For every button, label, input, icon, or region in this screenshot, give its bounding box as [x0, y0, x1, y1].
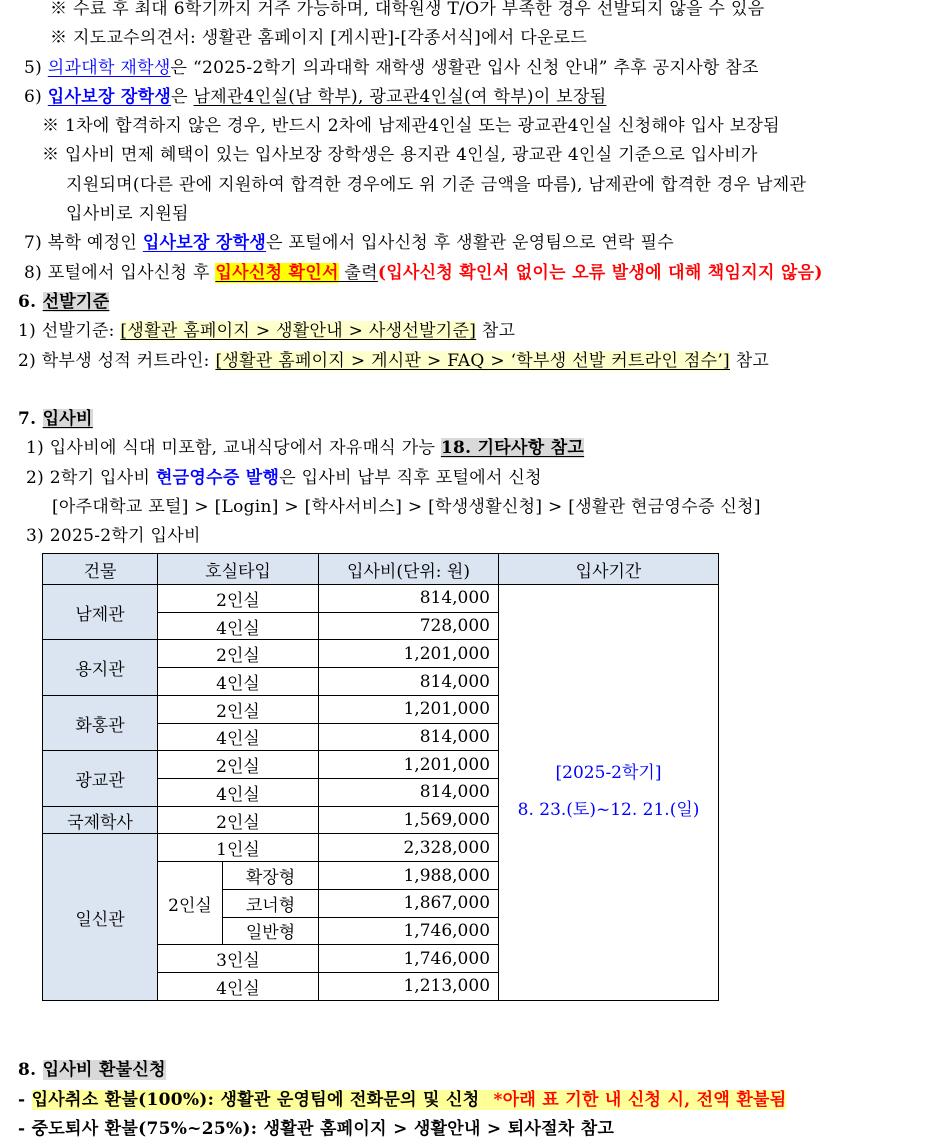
section-8-heading	[0, 1056, 930, 1086]
header-fee: 입사비(단위: 원)	[319, 554, 499, 585]
item-7-text: 은 포털에서 입사신청 후 생활관 운영팀으로 연락 필수	[266, 233, 674, 254]
header-room-type: 호실타입	[158, 554, 319, 585]
fee-cell: 1,201,000	[319, 751, 499, 779]
section-7-item-3	[0, 522, 930, 551]
fee-cell: 1,201,000	[319, 695, 499, 723]
building-cell: 일신관	[43, 834, 158, 1000]
fee-cell: 1,569,000	[319, 806, 499, 834]
item-2-prefix: 2학기 입사비	[49, 467, 151, 488]
fee-cell: 1,213,000	[319, 973, 499, 1001]
item-6-note-1: ※ 1차에 합격하지 않은 경우, 반드시 2차에 남제관4인실 또는 광교관4인실 신청해야 입사 보장됨	[42, 116, 780, 137]
building-cell: 화홍관	[43, 695, 158, 750]
header-period: 입사기간	[499, 554, 719, 585]
meal-info-text: 입사비에 식대 미포함, 교내식당에서 자유매식 가능	[49, 438, 436, 459]
item-number: 8)	[24, 262, 43, 283]
item-number: 1)	[26, 438, 45, 459]
section-7-item-2	[0, 464, 930, 493]
fee-cell: 1,988,000	[319, 862, 499, 890]
fee-cell: 814,000	[319, 585, 499, 613]
section-number: 6.	[18, 291, 37, 312]
room-type-cell: 2인실	[158, 862, 223, 945]
section-number: 7.	[18, 409, 37, 430]
building-cell: 남제관	[43, 585, 158, 640]
guaranteed-scholar-emphasis: 입사보장 장학생	[47, 86, 172, 107]
item-label: 선발기준:	[41, 321, 115, 342]
section-6-heading	[0, 288, 930, 317]
fee-cell: 814,000	[319, 779, 499, 807]
print-confirmation-phrase	[215, 263, 377, 283]
item-7-prefix: 복학 예정인	[47, 233, 138, 254]
item-7-returning-scholars	[0, 229, 930, 258]
residency-limit-note: ※ 수료 후 최대 6학기까지 거주 가능하며, 대학원생 T/O가 부족한 경우 선발되지 않을 수 있음	[50, 0, 765, 19]
item-number: 3)	[26, 526, 45, 547]
header-building: 건물	[43, 554, 158, 585]
cancel-refund-line	[0, 1086, 930, 1116]
item-number: 7)	[24, 233, 43, 254]
cancel-refund-highlight	[32, 1090, 787, 1110]
item-number: 2)	[18, 350, 37, 371]
section-7-item-1	[0, 434, 930, 463]
room-type-cell: 4인실	[158, 973, 319, 1001]
print-action-text: 출력	[344, 262, 378, 283]
room-type-cell: 4인실	[158, 779, 319, 807]
dormitory-fee-table	[42, 553, 719, 1001]
fee-cell: 814,000	[319, 668, 499, 696]
section-title: 선발기준	[42, 291, 110, 312]
item-number: 6)	[24, 86, 43, 107]
item-suffix: 참고	[481, 321, 516, 342]
section-7-heading	[0, 405, 930, 434]
table-row	[43, 585, 719, 613]
section-6-item-1	[0, 317, 930, 346]
section-title: 입사비 환불신청	[42, 1060, 166, 1080]
navigation-path: [생활관 홈페이지 > 생활안내 > 사생선발기준]	[120, 321, 477, 342]
item-8-prefix: 포털에서 입사신청 후	[47, 262, 210, 283]
advisor-form-note: ※ 지도교수의견서: 생활관 홈페이지 [게시판]-[각종서식]에서 다운로드	[50, 28, 588, 49]
room-type-cell: 4인실	[158, 612, 319, 640]
navigation-path: [생활관 홈페이지 > 게시판 > FAQ > ‘학부생 선발 커트라인 점수’]	[215, 350, 730, 371]
item-5-medical-students	[0, 54, 930, 83]
medical-students-emphasis: 의과대학 재학생	[47, 57, 171, 78]
cancel-refund-text: 입사취소 환불(100%): 생활관 운영팀에 전화문의 및 신청	[31, 1089, 480, 1110]
fee-table-caption: 2025-2학기 입사비	[49, 526, 201, 547]
item-8-confirmation-print	[0, 259, 930, 288]
confirmation-doc-emphasis: 입사신청 확인서	[215, 262, 339, 283]
guaranteed-rooms-text: 남제관4인실(남 학부), 광교관4인실(여 학부)이 보장됨	[193, 86, 607, 107]
section-6-item-2	[0, 347, 930, 376]
room-type-cell: 4인실	[158, 668, 319, 696]
fee-cell: 814,000	[319, 723, 499, 751]
room-variant-cell: 일반형	[223, 917, 319, 945]
room-type-cell: 1인실	[158, 834, 319, 862]
room-variant-cell: 코너형	[223, 889, 319, 917]
item-suffix: 참고	[735, 350, 770, 371]
fee-cell: 1,867,000	[319, 889, 499, 917]
item-number: 1)	[18, 321, 37, 342]
room-type-cell: 3인실	[158, 945, 319, 973]
item-6-note-2-line-2: 지원되며(다른 관에 지원하여 합격한 경우에도 위 기준 금액을 따름), 남제관에 합격한 경우 남제관	[66, 174, 807, 195]
guaranteed-scholar-emphasis: 입사보장 장학생	[142, 233, 267, 254]
period-cell	[499, 585, 719, 1001]
spacer	[0, 376, 930, 405]
period-term: [2025-2학기]	[555, 763, 662, 784]
particle-text: 은	[171, 86, 188, 107]
fee-cell: 1,201,000	[319, 640, 499, 668]
document-upper-section	[0, 0, 930, 552]
withdraw-refund-line	[0, 1115, 930, 1145]
withdraw-refund-text: 중도퇴사 환불(75%~25%): 생활관 홈페이지 > 생활안내 > 퇴사절차 참고	[31, 1119, 615, 1139]
table-header-row	[43, 554, 719, 585]
bullet-dash: -	[18, 1089, 26, 1110]
item-6-guaranteed-scholars	[0, 83, 930, 112]
room-type-cell: 2인실	[158, 640, 319, 668]
fee-cell: 1,746,000	[319, 917, 499, 945]
room-type-cell: 2인실	[158, 751, 319, 779]
room-type-cell: 2인실	[158, 695, 319, 723]
fee-cell: 728,000	[319, 612, 499, 640]
period-dates: 8. 23.(토)~12. 21.(일)	[517, 800, 700, 821]
cash-receipt-emphasis: 현금영수증 발행	[155, 467, 280, 488]
item-number: 2)	[26, 467, 45, 488]
room-type-cell: 4인실	[158, 723, 319, 751]
item-6-note-2-line-3: 입사비로 지원됨	[66, 204, 189, 225]
fee-cell: 1,746,000	[319, 945, 499, 973]
misc-reference: 18. 기타사항 참고	[440, 438, 585, 459]
section-title: 입사비	[42, 409, 93, 430]
building-cell: 광교관	[43, 751, 158, 806]
room-type-cell: 2인실	[158, 806, 319, 834]
liability-warning: (입사신청 확인서 없이는 오류 발생에 대해 책임지지 않음)	[377, 262, 823, 283]
item-5-text: 은 “2025-2학기 의과대학 재학생 생활관 입사 신청 안내” 추후 공지사항 참조	[170, 57, 759, 78]
building-cell: 국제학사	[43, 806, 158, 834]
fee-cell: 2,328,000	[319, 834, 499, 862]
room-type-cell: 2인실	[158, 585, 319, 613]
item-6-note-2-line-1: ※ 입사비 면제 혜택이 있는 입사보장 장학생은 용지관 4인실, 광교관 4인실 기준으로 입사비가	[42, 145, 758, 166]
full-refund-note: *아래 표 기한 내 신청 시, 전액 환불됨	[493, 1089, 787, 1110]
cash-receipt-portal-path: [아주대학교 포털] > [Login] > [학사서비스] > [학생생활신청] > [생활관 현금영수증 신청]	[52, 497, 761, 518]
building-cell: 용지관	[43, 640, 158, 695]
item-number: 5)	[24, 57, 43, 78]
bullet-dash: -	[18, 1119, 26, 1139]
document-lower-section	[0, 1056, 930, 1145]
item-2-text: 은 입사비 납부 직후 포털에서 신청	[279, 467, 542, 488]
section-number: 8.	[18, 1060, 37, 1080]
room-variant-cell: 확장형	[223, 862, 319, 890]
item-label: 학부생 성적 커트라인:	[41, 350, 210, 371]
